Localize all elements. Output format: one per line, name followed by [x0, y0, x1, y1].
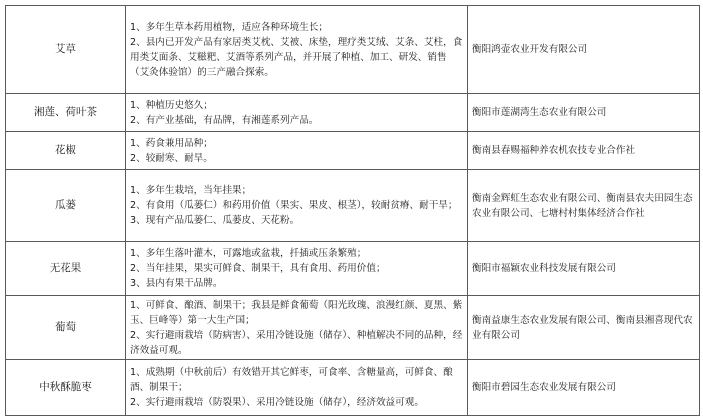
- description-line: 1、药食兼用品种；: [130, 137, 213, 149]
- description-line: 3、县内有果干品牌。: [130, 278, 223, 289]
- product-name: 湘莲、荷叶茶: [6, 94, 126, 132]
- description-line: 2、当年挂果，果实可鲜食、制果干，具有食用、药用价值；: [130, 263, 386, 274]
- table-row: [6, 94, 700, 132]
- product-name: 艾草: [6, 6, 126, 94]
- table-row: [6, 360, 700, 416]
- table-row: [6, 132, 700, 170]
- description-line: 2、有食用（瓜蒌仁）和药用价值（果实、果皮、根茎），较耐贫瘠、耐干旱；: [130, 200, 458, 211]
- product-description: [126, 6, 468, 94]
- product-name: 瓜蒌: [6, 170, 126, 242]
- product-description: [126, 132, 468, 170]
- company-name: 衡阳市莲湖湾生态农业有限公司: [468, 94, 700, 132]
- company-name: 衡南金辉虹生态农业有限公司、衡南县农夫田园生态农业有限公司、七塘村村集体经济合作社: [468, 170, 700, 242]
- description-line: 1、成熟期（中秋前后）有效错开其它鲜枣，可食率、含糖量高，可鲜食、酿酒、制果干；: [130, 367, 453, 393]
- table-row: [6, 6, 700, 94]
- table-row: [6, 296, 700, 360]
- description-line: 1、可鲜食、酿酒、制果干；我县是鲜食葡萄（阳光玫瑰、浪漫红颜、夏黑、紫玉、巨峰等）第一大生产国；: [130, 299, 463, 326]
- product-name: 无花果: [6, 242, 126, 296]
- company-name: 衡南县春赐福种养农机农技专业合作社: [468, 132, 700, 170]
- description-line: 1、种植历史悠久；: [130, 99, 213, 111]
- company-name: 衡阳市碧园生态农业发展有限公司: [468, 360, 700, 416]
- description-line: 2、县内已开发产品有家居类艾枕、艾被、床垫，理疗类艾绒、艾条、艾柱，食用类艾面条、艾糍粑、艾酒等系列产品，并开展了种植、加工、研发、销售（艾灸体验馆）的三产融合探索。: [130, 36, 463, 78]
- description-line: 1、多年生草本药用植物，适应各种环境生长；: [130, 21, 328, 33]
- product-name: 葡萄: [6, 296, 126, 360]
- product-description: [126, 242, 468, 296]
- company-name: 衡阳市福颖农业科技发展有限公司: [468, 242, 700, 296]
- table-row: [6, 170, 700, 242]
- company-name: 衡南益康生态农业发展有限公司、衡南县湘喜现代农业有限公司: [468, 296, 700, 360]
- product-description: [126, 360, 468, 416]
- description-line: 2、有产业基础，有品牌，有湘莲系列产品。: [130, 114, 319, 126]
- description-line: 2、实行避雨栽培（防裂果）、采用冷链设施（储存），经济效益可观。: [130, 397, 424, 408]
- product-name: 花椒: [6, 132, 126, 170]
- description-line: 2、较耐寒、耐旱。: [130, 152, 213, 164]
- company-name: 衡阳鸿壶农业开发有限公司: [468, 6, 700, 94]
- product-table: [5, 5, 700, 416]
- description-line: 3、现有产品瓜蒌仁、瓜蒌皮、天花粉。: [130, 215, 300, 226]
- product-name: 中秋酥脆枣: [6, 360, 126, 416]
- product-description: [126, 94, 468, 132]
- table-row: [6, 242, 700, 296]
- product-description: [126, 170, 468, 242]
- description-line: 1、多年生栽培，当年挂果；: [130, 185, 252, 196]
- product-description: [126, 296, 468, 360]
- description-line: 2、实行避雨栽培（防病害）、采用冷链设施（储存）、种植解决不同的品种，经济效益可观。: [130, 329, 463, 356]
- description-line: 1、多年生落叶灌木，可露地或盆栽，扦插或压条繁殖；: [130, 248, 367, 259]
